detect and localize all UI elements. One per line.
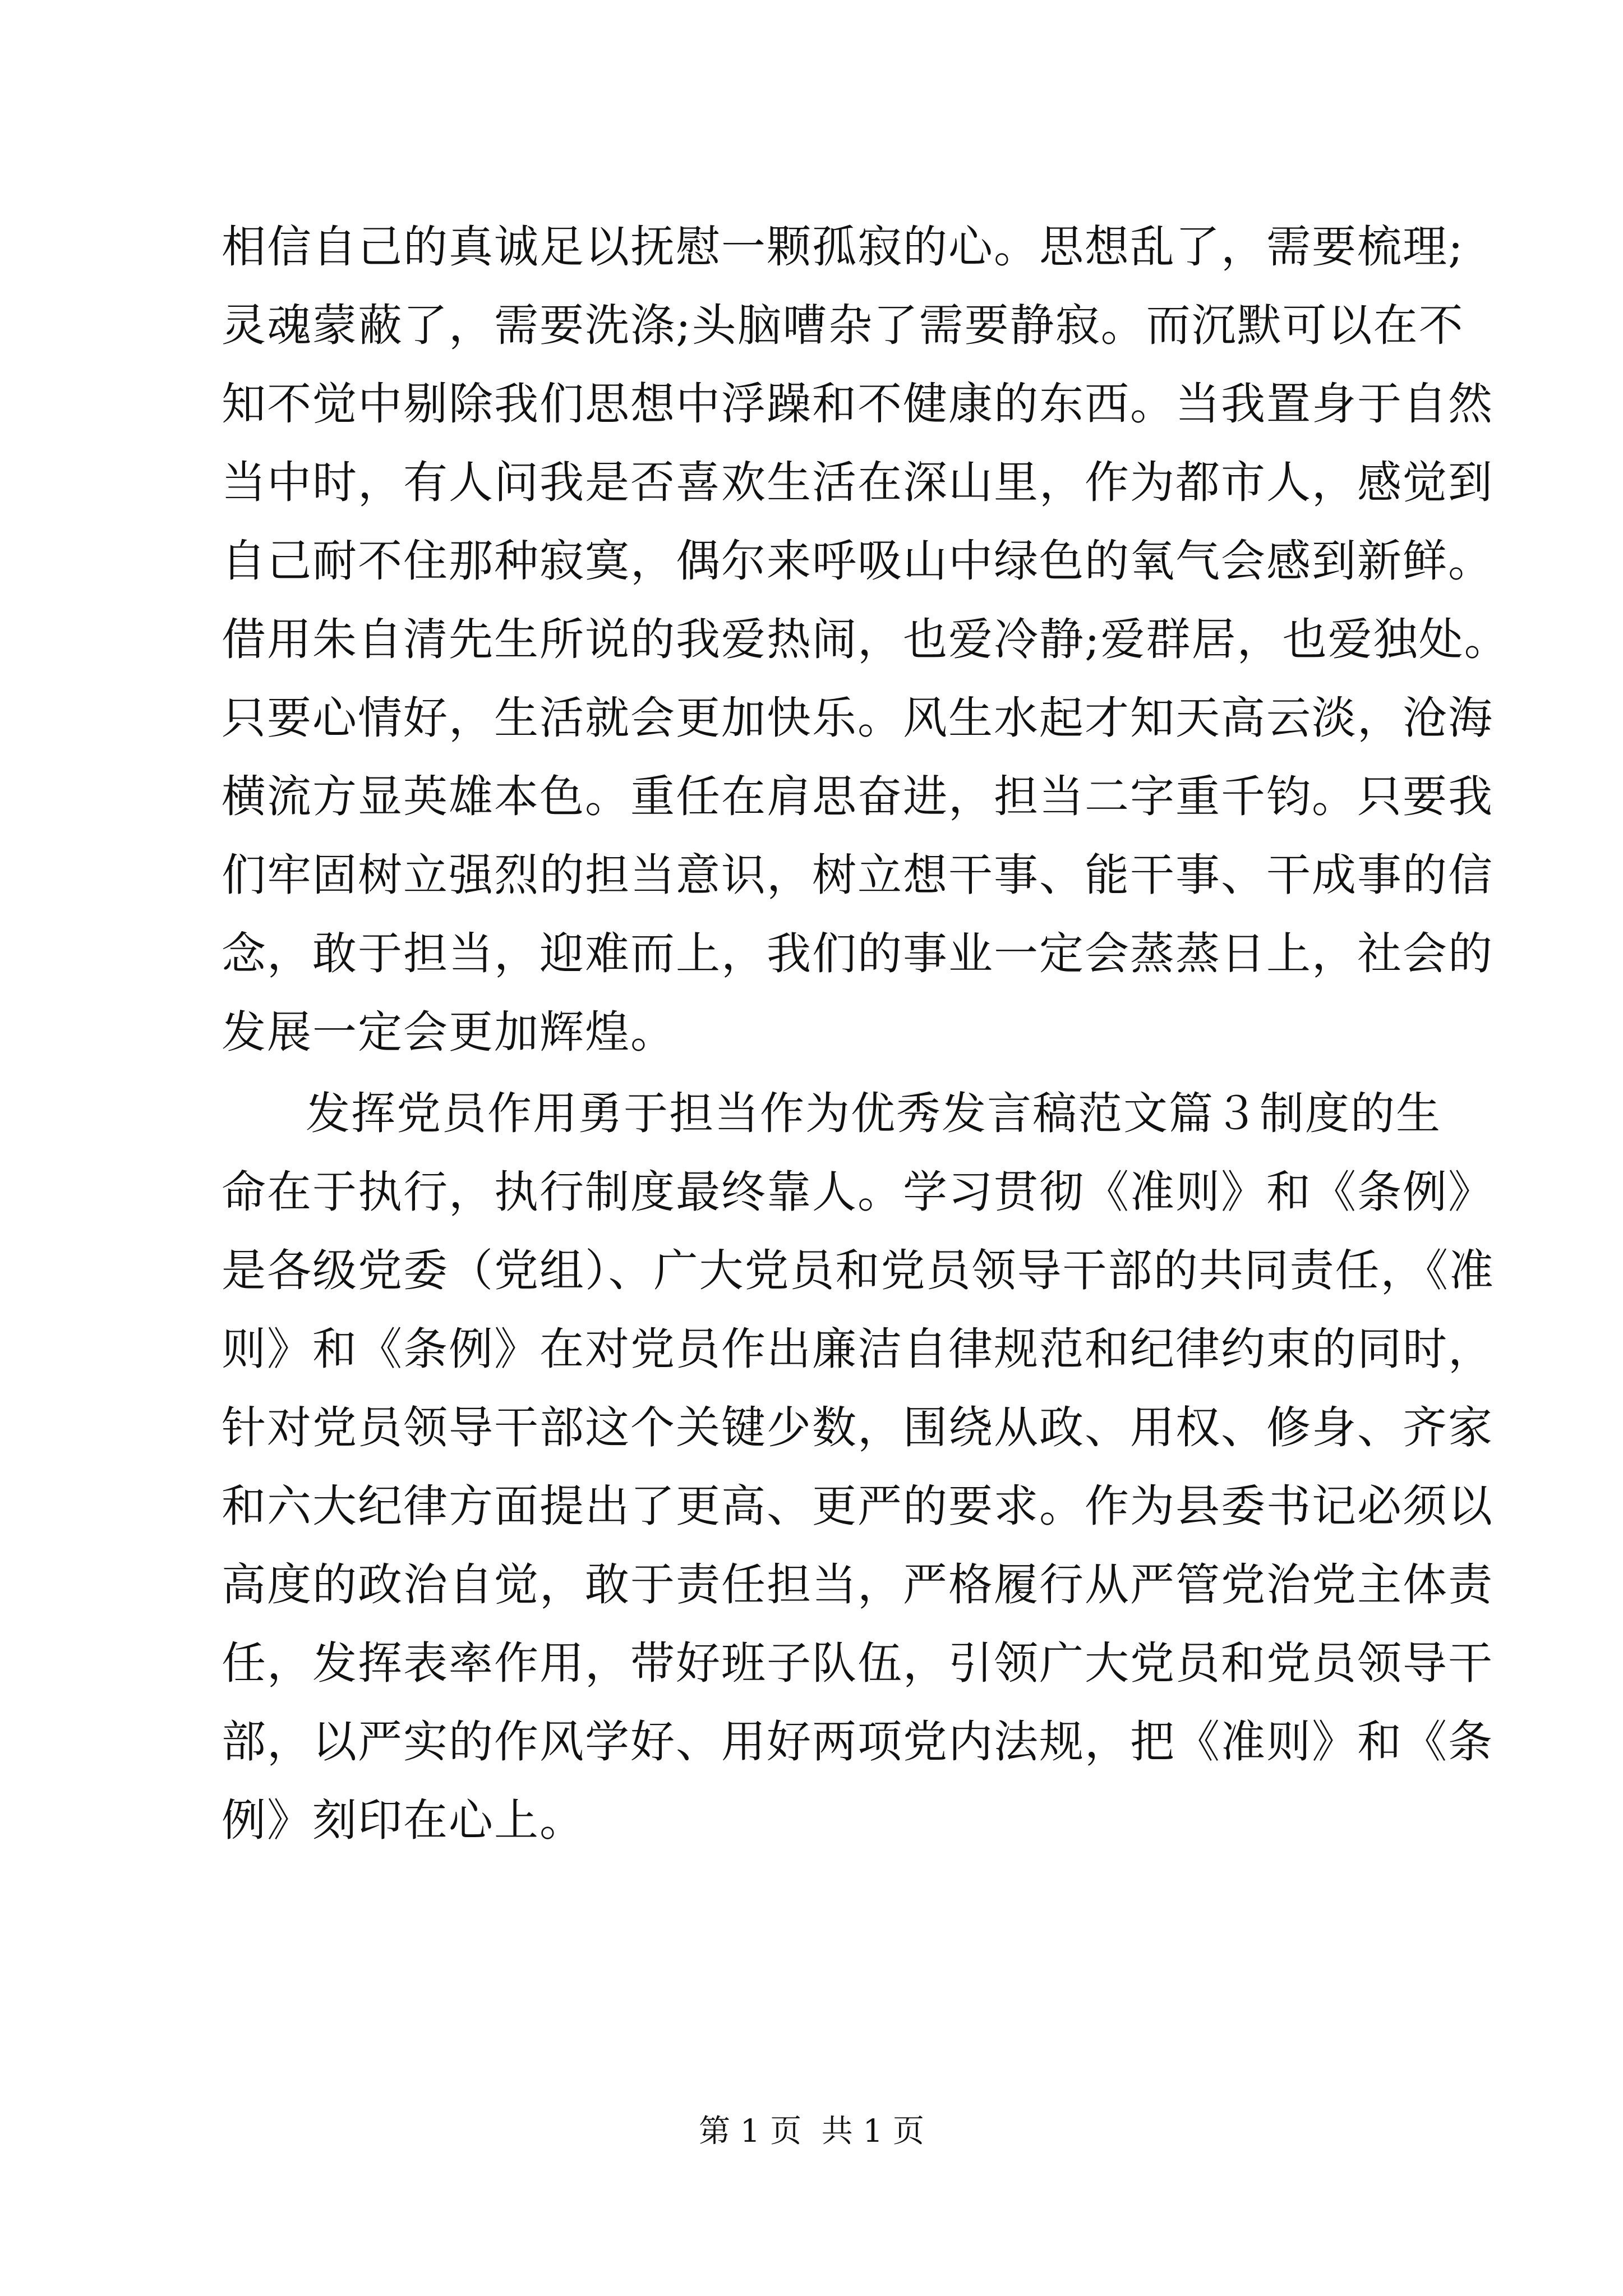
page-footer: 第 1 页 共 1 页 — [698, 2113, 925, 2150]
text-line: 当中时，有人问我是否喜欢生活在深山里，作为都市人，感觉到 — [222, 457, 1493, 508]
text-line: 是各级党委（党组）、广大党员和党员领导干部的共同责任，《准 — [222, 1245, 1495, 1296]
paragraph-1 — [222, 208, 1510, 1071]
text-line: 则》和《条例》在对党员作出廉洁自律规范和纪律约束的同时， — [222, 1323, 1493, 1375]
text-line: 灵魂蒙蔽了，需要洗涤;头脑嘈杂了需要静寂。而沉默可以在不 — [222, 300, 1464, 351]
text-line: 部，以严实的作风学好、用好两项党内法规，把《准则》和《条 — [222, 1716, 1493, 1768]
text-line: 相信自己的真诚足以抚慰一颗孤寂的心。思想乱了，需要梳理; — [222, 221, 1464, 273]
text-line: 知不觉中剔除我们思想中浮躁和不健康的东西。当我置身于自然 — [222, 378, 1493, 430]
document-body — [222, 208, 1510, 1860]
text-line: 借用朱自清先生所说的我爱热闹，也爱冷静;爱群居，也爱独处。 — [222, 614, 1510, 665]
text-line: 任，发挥表率作用，带好班子队伍，引领广大党员和党员领导干 — [222, 1637, 1493, 1689]
text-line: 横流方显英雄本色。重任在肩思奋进，担当二字重千钧。只要我 — [222, 771, 1493, 822]
text-line: 自己耐不住那种寂寞，偶尔来呼吸山中绿色的氧气会感到新鲜。 — [222, 535, 1493, 587]
text-line: 念，敢于担当，迎难而上，我们的事业一定会蒸蒸日上，社会的 — [222, 928, 1493, 979]
text-line: 命在于执行，执行制度最终靠人。学习贯彻《准则》和《条例》 — [222, 1166, 1493, 1218]
text-line: 发挥党员作用勇于担当作为优秀发言稿范文篇３制度的生 — [306, 1088, 1441, 1139]
text-line: 们牢固树立强烈的担当意识，树立想干事、能干事、干成事的信 — [222, 849, 1493, 901]
text-line: 针对党员领导干部这个关键少数，围绕从政、用权、修身、齐家 — [222, 1402, 1493, 1453]
text-line: 高度的政治自觉，敢于责任担当，严格履行从严管党治党主体责 — [222, 1559, 1493, 1611]
text-line: 例》刻印在心上。 — [222, 1795, 585, 1846]
paragraph-2 — [222, 1074, 1495, 1860]
text-line: 只要心情好，生活就会更加快乐。风生水起才知天高云淡，沧海 — [222, 692, 1493, 744]
text-line: 发展一定会更加辉煌。 — [222, 1006, 676, 1058]
text-line: 和六大纪律方面提出了更高、更严的要求。作为县委书记必须以 — [222, 1480, 1493, 1532]
